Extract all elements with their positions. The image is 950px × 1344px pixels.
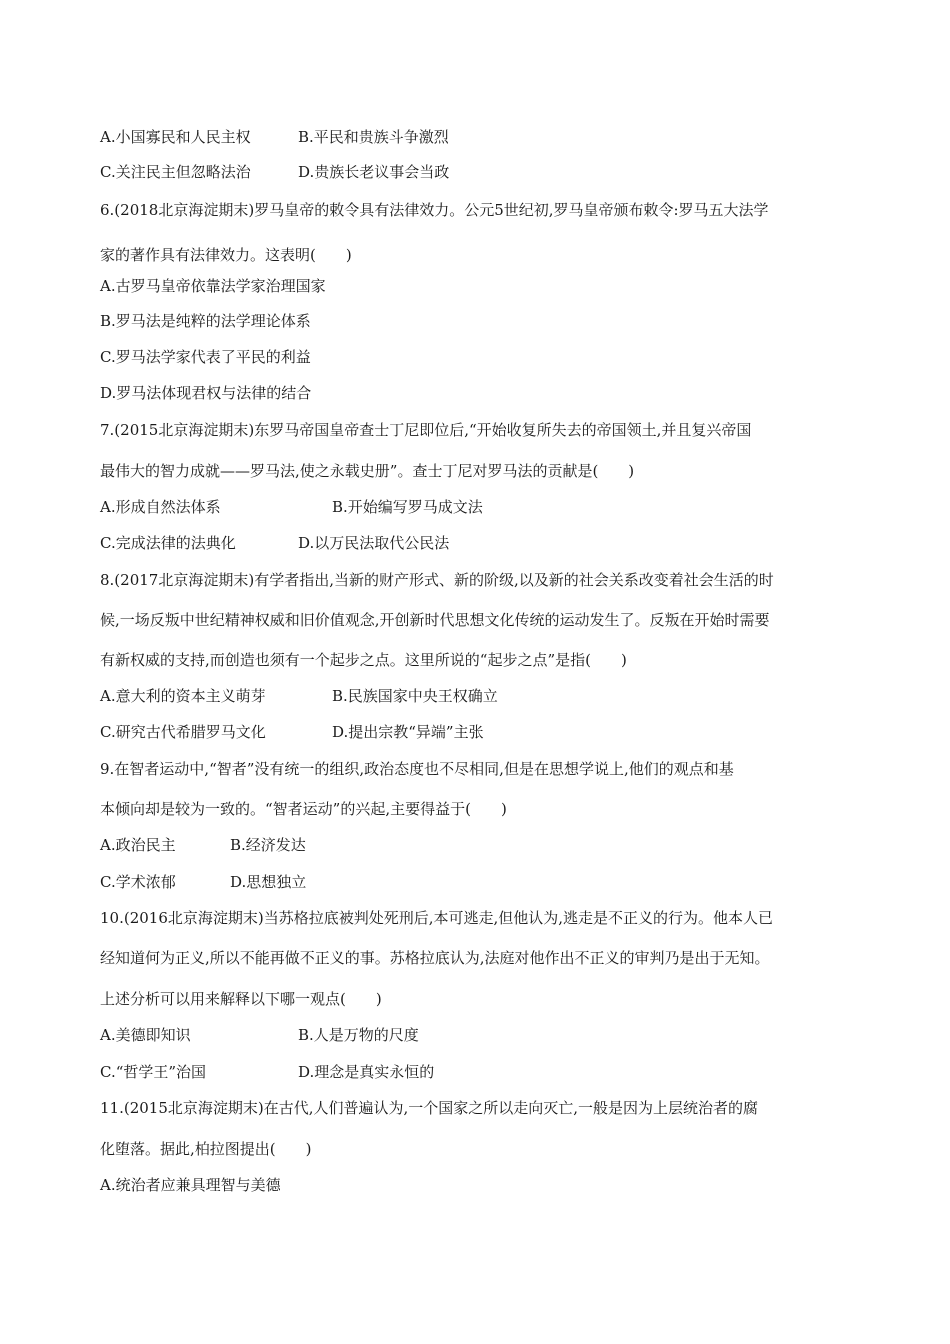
q7-option-c: C.完成法律的法典化 [100, 534, 236, 552]
q6-option-c: C.罗马法学家代表了平民的利益 [100, 348, 311, 366]
q10-stem-line-1: 10.(2016北京海淀期末)当苏格拉底被判处死刑后,本可逃走,但他认为,逃走是不正义的行为。他本人已 [100, 909, 774, 927]
q6-stem-line-2: 家的著作具有法律效力。这表明( ) [100, 246, 352, 264]
q10-option-c: C.“哲学王”治国 [100, 1063, 207, 1081]
q10-option-b: B.人是万物的尺度 [298, 1026, 419, 1044]
q10-options-row-2 [100, 1062, 434, 1082]
q7-stem-line-2: 最伟大的智力成就——罗马法,使之永载史册”。查士丁尼对罗马法的贡献是( ) [100, 462, 635, 480]
q8-option-d: D.提出宗教“异端”主张 [332, 723, 484, 741]
q8-option-a: A.意大利的资本主义萌芽 [100, 687, 266, 705]
q7-stem-line-1: 7.(2015北京海淀期末)东罗马帝国皇帝查士丁尼即位后,“开始收复所失去的帝国领土,并且复兴帝国 [100, 421, 752, 439]
q9-option-c: C.学术浓郁 [100, 873, 176, 891]
option-a: A.小国寡民和人民主权 [100, 128, 251, 146]
q10-stem-line-2: 经知道何为正义,所以不能再做不正义的事。苏格拉底认为,法庭对他作出不正义的审判乃是出于无知。 [100, 949, 770, 967]
q8-option-c: C.研究古代希腊罗马文化 [100, 723, 266, 741]
q7-option-d: D.以万民法取代公民法 [298, 534, 450, 552]
q7-option-a: A.形成自然法体系 [100, 498, 221, 516]
q6-option-b: B.罗马法是纯粹的法学理论体系 [100, 312, 311, 330]
option-d: D.贵族长老议事会当政 [298, 163, 450, 181]
q11-stem-line-1: 11.(2015北京海淀期末)在古代,人们普遍认为,一个国家之所以走向灭亡,一般是因为上层统治者的腐 [100, 1099, 759, 1117]
q8-stem-line-3: 有新权威的支持,而创造也须有一个起步之点。这里所说的“起步之点”是指( ) [100, 651, 627, 669]
q10-option-d: D.理念是真实永恒的 [298, 1063, 435, 1081]
q11-stem-line-2: 化堕落。据此,柏拉图提出( ) [100, 1140, 312, 1158]
prev-options-row-2 [100, 162, 449, 182]
q9-option-b: B.经济发达 [230, 836, 306, 854]
q8-option-b: B.民族国家中央王权确立 [332, 687, 498, 705]
q6-option-a: A.古罗马皇帝依靠法学家治理国家 [100, 277, 326, 295]
q9-option-a: A.政治民主 [100, 836, 176, 854]
q6-stem-line-1: 6.(2018北京海淀期末)罗马皇帝的敕令具有法律效力。公元5世纪初,罗马皇帝颁布敕令:罗马五大法学 [100, 201, 769, 219]
q6-option-d: D.罗马法体现君权与法律的结合 [100, 384, 312, 402]
q7-options-row-1 [100, 497, 483, 517]
q9-stem-line-1: 9.在智者运动中,“智者”没有统一的组织,政治态度也不尽相同,但是在思想学说上,他们的观点和基 [100, 760, 734, 778]
option-c: C.关注民主但忽略法治 [100, 163, 251, 181]
q8-options-row-1 [100, 686, 498, 706]
q8-options-row-2 [100, 722, 484, 742]
q9-stem-line-2: 本倾向却是较为一致的。“智者运动”的兴起,主要得益于( ) [100, 800, 507, 818]
q9-option-d: D.思想独立 [230, 873, 307, 891]
q7-options-row-2 [100, 533, 449, 553]
q10-options-row-1 [100, 1025, 419, 1045]
option-b: B.平民和贵族斗争激烈 [298, 128, 449, 146]
q9-options-row-2 [100, 872, 306, 892]
q8-stem-line-1: 8.(2017北京海淀期末)有学者指出,当新的财产形式、新的阶级,以及新的社会关系改变着社会生活的时 [100, 571, 774, 589]
prev-options-row-1 [100, 127, 449, 147]
q10-stem-line-3: 上述分析可以用来解释以下哪一观点( ) [100, 990, 382, 1008]
q11-option-a: A.统治者应兼具理智与美德 [100, 1176, 281, 1194]
q9-options-row-1 [100, 835, 306, 855]
q8-stem-line-2: 候,一场反叛中世纪精神权威和旧价值观念,开创新时代思想文化传统的运动发生了。反叛在开始时需要 [100, 611, 770, 629]
q10-option-a: A.美德即知识 [100, 1026, 191, 1044]
q7-option-b: B.开始编写罗马成文法 [332, 498, 483, 516]
